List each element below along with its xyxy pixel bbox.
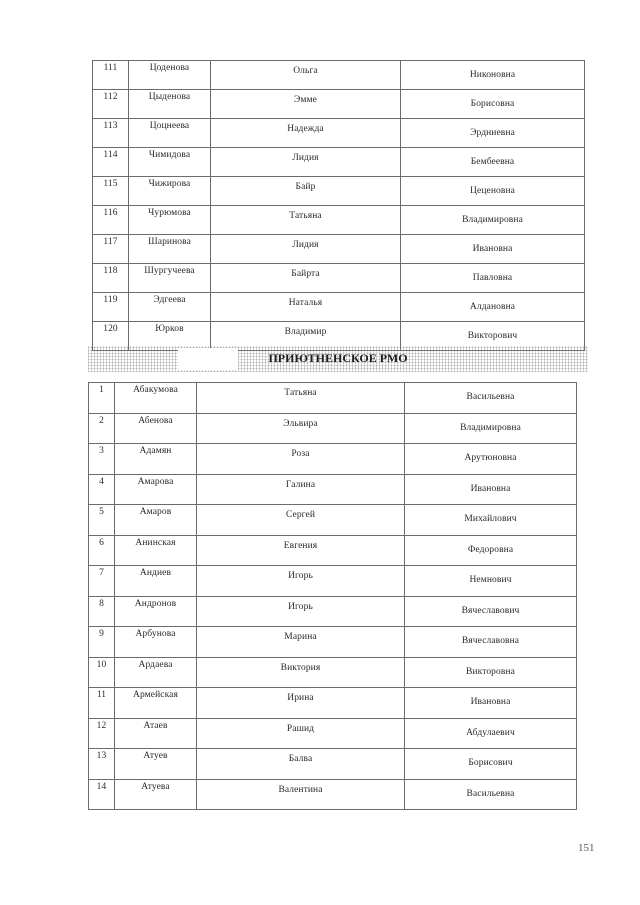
surname-cell: Анинская xyxy=(115,535,197,566)
surname-cell: Андронов xyxy=(115,596,197,627)
surname-cell: Абенова xyxy=(115,413,197,444)
table-row xyxy=(89,505,577,536)
row-number: 119 xyxy=(93,293,129,322)
table-row xyxy=(93,264,585,293)
row-number: 111 xyxy=(93,61,129,90)
name-cell: Эльвира xyxy=(197,413,405,444)
patronymic-cell: Владимировна xyxy=(401,206,585,235)
surname-cell: Цоцнеева xyxy=(129,119,211,148)
surname-cell: Чимидова xyxy=(129,148,211,177)
table-row xyxy=(93,293,585,322)
table-row xyxy=(89,718,577,749)
section-header-band xyxy=(88,346,588,372)
table-row xyxy=(89,627,577,658)
name-cell: Владимир xyxy=(211,322,401,351)
table-row xyxy=(89,688,577,719)
surname-cell: Андиев xyxy=(115,566,197,597)
patronymic-cell: Эрдниевна xyxy=(401,119,585,148)
row-number: 115 xyxy=(93,177,129,206)
name-cell: Игорь xyxy=(197,596,405,627)
name-cell: Рашид xyxy=(197,718,405,749)
name-cell: Эмме xyxy=(211,90,401,119)
patronymic-cell: Павловна xyxy=(401,264,585,293)
name-cell: Балва xyxy=(197,749,405,780)
table-row xyxy=(89,779,577,810)
patronymic-cell: Михайлович xyxy=(405,505,577,536)
row-number: 12 xyxy=(89,718,115,749)
surname-cell: Цоденова xyxy=(129,61,211,90)
table-row xyxy=(93,177,585,206)
patronymic-cell: Владимировна xyxy=(405,413,577,444)
name-cell: Лидия xyxy=(211,235,401,264)
patronymic-cell: Арутюновна xyxy=(405,444,577,475)
table-row xyxy=(93,119,585,148)
patronymic-cell: Никоновна xyxy=(401,61,585,90)
row-number: 14 xyxy=(89,779,115,810)
surname-cell: Атуев xyxy=(115,749,197,780)
surname-cell: Шургучеева xyxy=(129,264,211,293)
row-number: 8 xyxy=(89,596,115,627)
row-number: 118 xyxy=(93,264,129,293)
name-cell: Ольга xyxy=(211,61,401,90)
row-number: 6 xyxy=(89,535,115,566)
row-number: 113 xyxy=(93,119,129,148)
table-row xyxy=(89,657,577,688)
name-cell: Ирина xyxy=(197,688,405,719)
patronymic-cell: Бембеевна xyxy=(401,148,585,177)
name-cell: Марина xyxy=(197,627,405,658)
table-row xyxy=(89,383,577,414)
name-cell: Виктория xyxy=(197,657,405,688)
table-row xyxy=(89,413,577,444)
surname-cell: Адамян xyxy=(115,444,197,475)
surname-cell: Амаров xyxy=(115,505,197,536)
name-cell: Надежда xyxy=(211,119,401,148)
name-cell: Игорь xyxy=(197,566,405,597)
patronymic-cell: Федоровна xyxy=(405,535,577,566)
surname-cell: Амарова xyxy=(115,474,197,505)
patronymic-cell: Ивановна xyxy=(405,474,577,505)
surname-cell: Абакумова xyxy=(115,383,197,414)
patronymic-cell: Алдановна xyxy=(401,293,585,322)
row-number: 4 xyxy=(89,474,115,505)
patronymic-cell: Васильевна xyxy=(405,383,577,414)
patronymic-cell: Борисовна xyxy=(401,90,585,119)
table-row xyxy=(93,206,585,235)
name-cell: Татьяна xyxy=(211,206,401,235)
row-number: 112 xyxy=(93,90,129,119)
surname-cell: Чижирова xyxy=(129,177,211,206)
table-row xyxy=(89,444,577,475)
patronymic-cell: Вячеславович xyxy=(405,596,577,627)
row-number: 117 xyxy=(93,235,129,264)
surname-cell: Шаринова xyxy=(129,235,211,264)
table-row xyxy=(93,61,585,90)
name-cell: Сергей xyxy=(197,505,405,536)
patronymic-cell: Викторович xyxy=(401,322,585,351)
row-number: 11 xyxy=(89,688,115,719)
row-number: 13 xyxy=(89,749,115,780)
surname-cell: Цыденова xyxy=(129,90,211,119)
table-row xyxy=(93,235,585,264)
surname-cell: Чурюмова xyxy=(129,206,211,235)
name-cell: Наталья xyxy=(211,293,401,322)
row-number: 9 xyxy=(89,627,115,658)
name-cell: Байр xyxy=(211,177,401,206)
row-number: 7 xyxy=(89,566,115,597)
voter-table-section xyxy=(88,382,577,810)
surname-cell: Ардаева xyxy=(115,657,197,688)
row-number: 120 xyxy=(93,322,129,351)
row-number: 5 xyxy=(89,505,115,536)
name-cell: Евгения xyxy=(197,535,405,566)
name-cell: Лидия xyxy=(211,148,401,177)
surname-cell: Атуева xyxy=(115,779,197,810)
page-number: 151 xyxy=(578,842,595,854)
table-row xyxy=(89,535,577,566)
row-number: 1 xyxy=(89,383,115,414)
surname-cell: Юрков xyxy=(129,322,211,351)
patronymic-cell: Цеценовна xyxy=(401,177,585,206)
table-row xyxy=(89,566,577,597)
row-number: 3 xyxy=(89,444,115,475)
patronymic-cell: Ивановна xyxy=(401,235,585,264)
patronymic-cell: Вячеславовна xyxy=(405,627,577,658)
name-cell: Роза xyxy=(197,444,405,475)
table-row xyxy=(93,148,585,177)
table-row xyxy=(89,596,577,627)
surname-cell: Атаев xyxy=(115,718,197,749)
patronymic-cell: Викторовна xyxy=(405,657,577,688)
row-number: 2 xyxy=(89,413,115,444)
name-cell: Татьяна xyxy=(197,383,405,414)
section-title: ПРИЮТНЕНСКОЕ РМО xyxy=(268,351,408,365)
surname-cell: Арбунова xyxy=(115,627,197,658)
surname-cell: Армейская xyxy=(115,688,197,719)
name-cell: Валентина xyxy=(197,779,405,810)
table-row xyxy=(89,474,577,505)
table-row xyxy=(93,90,585,119)
row-number: 114 xyxy=(93,148,129,177)
surname-cell: Эдгеева xyxy=(129,293,211,322)
name-cell: Галина xyxy=(197,474,405,505)
row-number: 10 xyxy=(89,657,115,688)
voter-table-continued xyxy=(92,60,585,351)
table-row xyxy=(89,749,577,780)
patronymic-cell: Борисович xyxy=(405,749,577,780)
row-number: 116 xyxy=(93,206,129,235)
patronymic-cell: Ивановна xyxy=(405,688,577,719)
name-cell: Байрта xyxy=(211,264,401,293)
patronymic-cell: Немнович xyxy=(405,566,577,597)
patronymic-cell: Васильевна xyxy=(405,779,577,810)
patronymic-cell: Абдулаевич xyxy=(405,718,577,749)
